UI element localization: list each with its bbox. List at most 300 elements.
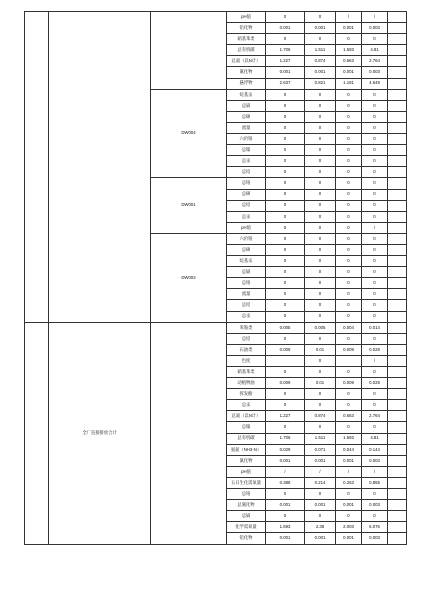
parameter-cell: 总铅 (227, 333, 266, 344)
value-cell: 0.009 (336, 344, 362, 355)
remark-cell (388, 477, 407, 488)
value-cell: 0 (266, 189, 305, 200)
total-cell: 0.028 (362, 378, 388, 389)
total-cell: 0 (362, 156, 388, 167)
value-cell: 0 (305, 134, 336, 145)
value-cell: 0 (266, 289, 305, 300)
total-cell: 0 (362, 333, 388, 344)
remark-cell (388, 45, 407, 56)
value-cell: 0 (266, 333, 305, 344)
parameter-cell: 总镍 (227, 422, 266, 433)
remark-cell (388, 233, 407, 244)
value-cell: 0 (305, 233, 336, 244)
value-cell: 0 (336, 145, 362, 156)
value-cell: 0 (336, 134, 362, 145)
remark-cell (388, 466, 407, 477)
value-cell: 0 (305, 167, 336, 178)
remark-cell (388, 100, 407, 111)
value-cell: 0 (266, 233, 305, 244)
value-cell: 0 (336, 178, 362, 189)
value-cell: 0 (305, 267, 336, 278)
parameter-cell: 总氰化物 (227, 500, 266, 511)
value-cell: 0 (305, 300, 336, 311)
value-cell: 0 (305, 89, 336, 100)
parameter-cell: 总汞 (227, 400, 266, 411)
left-margin-cell (25, 12, 49, 323)
value-cell: 0 (305, 511, 336, 522)
value-cell: 0.253 (336, 477, 362, 488)
total-cell: 0.028 (362, 344, 388, 355)
value-cell: 0 (266, 367, 305, 378)
parameter-cell: 总砷 (227, 244, 266, 255)
value-cell: 0 (336, 489, 362, 500)
value-cell: 0.009 (266, 378, 305, 389)
total-cell: 0 (362, 145, 388, 156)
value-cell: 0 (305, 189, 336, 200)
value-cell: 0 (305, 256, 336, 267)
total-cell: 0 (362, 311, 388, 322)
parameter-cell: 总铬 (227, 178, 266, 189)
value-cell: 0.001 (266, 455, 305, 466)
value-cell: / (336, 12, 362, 23)
outlet-label-cell (151, 12, 227, 90)
value-cell: 0.663 (336, 411, 362, 422)
value-cell: 0 (266, 12, 305, 23)
table-row (25, 322, 407, 333)
value-cell: 0 (266, 156, 305, 167)
value-cell: 0.005 (266, 322, 305, 333)
value-cell: 0 (336, 422, 362, 433)
remark-cell (388, 533, 407, 544)
total-cell: 6.076 (362, 522, 388, 533)
parameter-cell: 总镉 (227, 267, 266, 278)
total-cell: 0 (362, 122, 388, 133)
value-cell: 0.001 (336, 500, 362, 511)
total-cell: 0.144 (362, 444, 388, 455)
parameter-cell: 悬浮物 (227, 78, 266, 89)
value-cell: 0 (336, 222, 362, 233)
total-cell: 0 (362, 489, 388, 500)
value-cell: 0.001 (336, 455, 362, 466)
value-cell: 0 (266, 211, 305, 222)
remark-cell (388, 200, 407, 211)
value-cell: 0 (336, 400, 362, 411)
remark-cell (388, 256, 407, 267)
remark-cell (388, 433, 407, 444)
remark-cell (388, 411, 407, 422)
parameter-cell: 总铅 (227, 167, 266, 178)
total-cell: 0 (362, 111, 388, 122)
remark-cell (388, 500, 407, 511)
parameter-cell: 氨氮（NH3-N） (227, 444, 266, 455)
total-cell: 0 (362, 100, 388, 111)
value-cell: 0 (336, 189, 362, 200)
parameter-cell: 色度 (227, 355, 266, 366)
value-cell: 0.071 (305, 444, 336, 455)
value-cell: 0 (305, 211, 336, 222)
value-cell: 0 (305, 367, 336, 378)
total-cell: 0.014 (362, 322, 388, 333)
total-cell: 0.003 (362, 67, 388, 78)
parameter-cell: 流量 (227, 289, 266, 300)
value-cell: 0 (305, 489, 336, 500)
value-cell: 0 (305, 333, 336, 344)
value-cell: 0 (305, 289, 336, 300)
parameter-cell: 六价铬 (227, 233, 266, 244)
total-cell: / (362, 12, 388, 23)
value-cell: 0 (266, 100, 305, 111)
parameter-cell: 总氮（以N计） (227, 411, 266, 422)
remark-cell (388, 511, 407, 522)
parameter-cell: 石油类 (227, 344, 266, 355)
value-cell: 0 (305, 278, 336, 289)
parameter-cell: 总镉 (227, 100, 266, 111)
value-cell: 0 (336, 333, 362, 344)
parameter-cell: 总氮（以N计） (227, 56, 266, 67)
value-cell: 0.388 (266, 477, 305, 488)
total-cell: 0 (362, 178, 388, 189)
parameter-cell: pH值 (227, 12, 266, 23)
parameter-cell: 总汞 (227, 311, 266, 322)
value-cell: 0 (336, 122, 362, 133)
value-cell: 0.029 (266, 444, 305, 455)
value-cell: 0 (266, 267, 305, 278)
value-cell: 0 (305, 111, 336, 122)
total-cell: 0 (362, 167, 388, 178)
total-cell: 0 (362, 134, 388, 145)
value-cell: 0.001 (305, 533, 336, 544)
remark-cell (388, 400, 407, 411)
remark-cell (388, 267, 407, 278)
total-cell: 2.764 (362, 411, 388, 422)
value-cell: 0 (266, 278, 305, 289)
value-cell: 0.001 (336, 23, 362, 34)
value-cell: 0 (336, 256, 362, 267)
total-cell: 0 (362, 189, 388, 200)
value-cell: 0 (266, 89, 305, 100)
remark-cell (388, 167, 407, 178)
total-cell: 0.003 (362, 533, 388, 544)
emissions-table (24, 11, 407, 545)
remark-cell (388, 422, 407, 433)
parameter-cell: 总砷 (227, 111, 266, 122)
parameter-cell: 总汞 (227, 156, 266, 167)
parameter-cell: 五日生化需氧量 (227, 477, 266, 488)
remark-cell (388, 489, 407, 500)
value-cell: 0 (336, 511, 362, 522)
total-cell: 0 (362, 256, 388, 267)
value-cell: 2.003 (336, 522, 362, 533)
total-cell: 0 (362, 400, 388, 411)
total-cell: 0.003 (362, 455, 388, 466)
value-cell: / (266, 466, 305, 477)
value-cell: 0 (266, 400, 305, 411)
remark-cell (388, 78, 407, 89)
total-cell: 0.003 (362, 23, 388, 34)
value-cell: 0.001 (305, 67, 336, 78)
parameter-cell: 铅化物 (227, 23, 266, 34)
total-cell: 0 (362, 233, 388, 244)
value-cell: 0 (336, 367, 362, 378)
outlet-label-cell: DW002 (151, 233, 227, 322)
remark-cell (388, 122, 407, 133)
value-cell: 0.821 (305, 78, 336, 89)
value-cell: 1.706 (266, 45, 305, 56)
value-cell: 1.511 (305, 433, 336, 444)
value-cell: 0.001 (336, 67, 362, 78)
value-cell: 0.004 (336, 322, 362, 333)
parameter-cell: 化学需氧量 (227, 522, 266, 533)
value-cell: 0 (305, 156, 336, 167)
remark-cell (388, 333, 407, 344)
value-cell: 0 (266, 134, 305, 145)
total-cell: 0 (362, 267, 388, 278)
remark-cell (388, 111, 407, 122)
total-cell: 2.764 (362, 56, 388, 67)
parameter-cell: 总铬 (227, 489, 266, 500)
total-cell: / (362, 466, 388, 477)
value-cell: 0 (266, 200, 305, 211)
value-cell: 0.874 (305, 411, 336, 422)
remark-cell (388, 34, 407, 45)
value-cell: 0.001 (266, 23, 305, 34)
value-cell: 0 (266, 511, 305, 522)
total-cell: 0 (362, 389, 388, 400)
remark-cell (388, 156, 407, 167)
total-cell: 0 (362, 89, 388, 100)
value-cell: 0 (336, 156, 362, 167)
value-cell: 0 (305, 389, 336, 400)
value-cell: 1.191 (336, 78, 362, 89)
parameter-cell: 苯胺类 (227, 322, 266, 333)
value-cell: 0 (266, 422, 305, 433)
value-cell: 0.001 (266, 500, 305, 511)
value-cell: 0 (336, 100, 362, 111)
value-cell: 0 (266, 256, 305, 267)
parameter-cell: 流量 (227, 122, 266, 133)
remark-cell (388, 444, 407, 455)
remark-cell (388, 211, 407, 222)
value-cell: 0 (305, 100, 336, 111)
parameter-cell: 硝基苯类 (227, 34, 266, 45)
value-cell: 0 (305, 222, 336, 233)
remark-cell (388, 522, 407, 533)
total-cell: / (362, 222, 388, 233)
value-cell: 0 (336, 34, 362, 45)
value-cell: 0 (336, 300, 362, 311)
parameter-cell: 硝基苯类 (227, 367, 266, 378)
value-cell: 0 (266, 111, 305, 122)
value-cell: 0 (336, 200, 362, 211)
value-cell: 0 (336, 89, 362, 100)
parameter-cell: 总镉 (227, 511, 266, 522)
remark-cell (388, 355, 407, 366)
value-cell: 0.01 (305, 378, 336, 389)
total-cell: 4.81 (362, 433, 388, 444)
total-cell: 0 (362, 511, 388, 522)
value-cell: 0.001 (305, 455, 336, 466)
value-cell: 0.01 (305, 344, 336, 355)
parameter-cell: 总砷 (227, 189, 266, 200)
value-cell (336, 355, 362, 366)
value-cell: 0 (305, 400, 336, 411)
total-cell: / (362, 355, 388, 366)
parameter-cell: 氰化物 (227, 67, 266, 78)
value-cell: 0 (336, 211, 362, 222)
remark-cell (388, 12, 407, 23)
value-cell: 0 (305, 34, 336, 45)
remark-cell (388, 378, 407, 389)
value-cell: 0 (336, 233, 362, 244)
parameter-cell: 总铅 (227, 300, 266, 311)
outlet-label-cell: DW004 (151, 89, 227, 178)
total-cell: 4.81 (362, 45, 388, 56)
value-cell: 2.38 (305, 522, 336, 533)
remark-cell (388, 322, 407, 333)
value-cell: 0.001 (266, 533, 305, 544)
value-cell: 0.214 (305, 477, 336, 488)
value-cell: 0.874 (305, 56, 336, 67)
value-cell: / (336, 466, 362, 477)
value-cell: 0 (305, 422, 336, 433)
value-cell: 0 (336, 111, 362, 122)
total-cell: 0 (362, 200, 388, 211)
outlet-label-cell: DW001 (151, 178, 227, 233)
parameter-cell: 烷基汞 (227, 89, 266, 100)
value-cell: 0 (305, 145, 336, 156)
value-cell: 0 (305, 122, 336, 133)
value-cell: 0.663 (336, 56, 362, 67)
value-cell: 1.227 (266, 56, 305, 67)
value-cell: 0 (336, 311, 362, 322)
remark-cell (388, 145, 407, 156)
remark-cell (388, 178, 407, 189)
value-cell: 0 (266, 122, 305, 133)
value-cell: 0.001 (305, 23, 336, 34)
remark-cell (388, 311, 407, 322)
parameter-cell: 总铅 (227, 200, 266, 211)
remark-cell (388, 189, 407, 200)
value-cell: 0 (266, 34, 305, 45)
remark-cell (388, 389, 407, 400)
value-cell: 0 (305, 200, 336, 211)
parameter-cell: 总镍 (227, 145, 266, 156)
remark-cell (388, 56, 407, 67)
value-cell: 1.227 (266, 411, 305, 422)
value-cell (266, 355, 305, 366)
value-cell: 0 (266, 222, 305, 233)
value-cell: 0 (305, 311, 336, 322)
outlet-label-cell (151, 322, 227, 544)
parameter-cell: 总有机碳 (227, 45, 266, 56)
total-cell: 0 (362, 289, 388, 300)
remark-cell (388, 222, 407, 233)
total-cell: 0 (362, 278, 388, 289)
remark-cell (388, 344, 407, 355)
value-cell: 0 (336, 167, 362, 178)
table-row (25, 12, 407, 23)
value-cell: 0.005 (305, 322, 336, 333)
remark-cell (388, 367, 407, 378)
parameter-cell: 铅化物 (227, 533, 266, 544)
value-cell: 0 (266, 178, 305, 189)
value-cell: 0 (336, 289, 362, 300)
parameter-cell: 总铬 (227, 278, 266, 289)
remark-cell (388, 455, 407, 466)
remark-cell (388, 23, 407, 34)
value-cell: 0 (266, 145, 305, 156)
total-cell: 0 (362, 34, 388, 45)
value-cell: 0 (305, 12, 336, 23)
parameter-cell: 动植物油 (227, 378, 266, 389)
value-cell: 0 (266, 244, 305, 255)
total-cell: 0 (362, 211, 388, 222)
value-cell: 1.693 (266, 522, 305, 533)
value-cell: 1.593 (336, 433, 362, 444)
value-cell: 0 (305, 178, 336, 189)
value-cell: 0 (266, 300, 305, 311)
total-cell: 0.003 (362, 500, 388, 511)
remark-cell (388, 300, 407, 311)
parameter-cell: 总汞 (227, 211, 266, 222)
block-label-cell (49, 12, 151, 323)
remark-cell (388, 244, 407, 255)
parameter-cell: 烷基汞 (227, 256, 266, 267)
value-cell: 2.637 (266, 78, 305, 89)
parameter-cell: 氰化物 (227, 455, 266, 466)
parameter-cell: 总有机碳 (227, 433, 266, 444)
parameter-cell: 六价铬 (227, 134, 266, 145)
value-cell: 0 (266, 311, 305, 322)
total-cell: 4.649 (362, 78, 388, 89)
parameter-cell: pH值 (227, 222, 266, 233)
value-cell: 0 (336, 278, 362, 289)
block-label-cell: 全厂直接排放合计 (49, 322, 151, 544)
value-cell: 0 (336, 389, 362, 400)
total-cell: 0 (362, 422, 388, 433)
value-cell: 0 (336, 267, 362, 278)
remark-cell (388, 289, 407, 300)
value-cell: 0 (305, 244, 336, 255)
total-cell: 0.855 (362, 477, 388, 488)
value-cell: 0.044 (336, 444, 362, 455)
left-margin-cell (25, 322, 49, 544)
total-cell: 0 (362, 367, 388, 378)
remark-cell (388, 134, 407, 145)
value-cell: 0 (266, 167, 305, 178)
value-cell: 0 (266, 389, 305, 400)
value-cell: 0.001 (305, 500, 336, 511)
value-cell: 0 (266, 489, 305, 500)
remark-cell (388, 89, 407, 100)
value-cell: 0 (336, 244, 362, 255)
value-cell: 1.593 (336, 45, 362, 56)
parameter-cell: 挥发酚 (227, 389, 266, 400)
total-cell: 0 (362, 300, 388, 311)
value-cell: 0 (305, 355, 336, 366)
value-cell: 1.706 (266, 433, 305, 444)
value-cell: 0.001 (266, 67, 305, 78)
value-cell: 0.001 (336, 533, 362, 544)
remark-cell (388, 67, 407, 78)
value-cell: 0.009 (266, 344, 305, 355)
value-cell: 0.009 (336, 378, 362, 389)
parameter-cell: pH值 (227, 466, 266, 477)
value-cell: 1.511 (305, 45, 336, 56)
value-cell: / (305, 466, 336, 477)
total-cell: 0 (362, 244, 388, 255)
remark-cell (388, 278, 407, 289)
